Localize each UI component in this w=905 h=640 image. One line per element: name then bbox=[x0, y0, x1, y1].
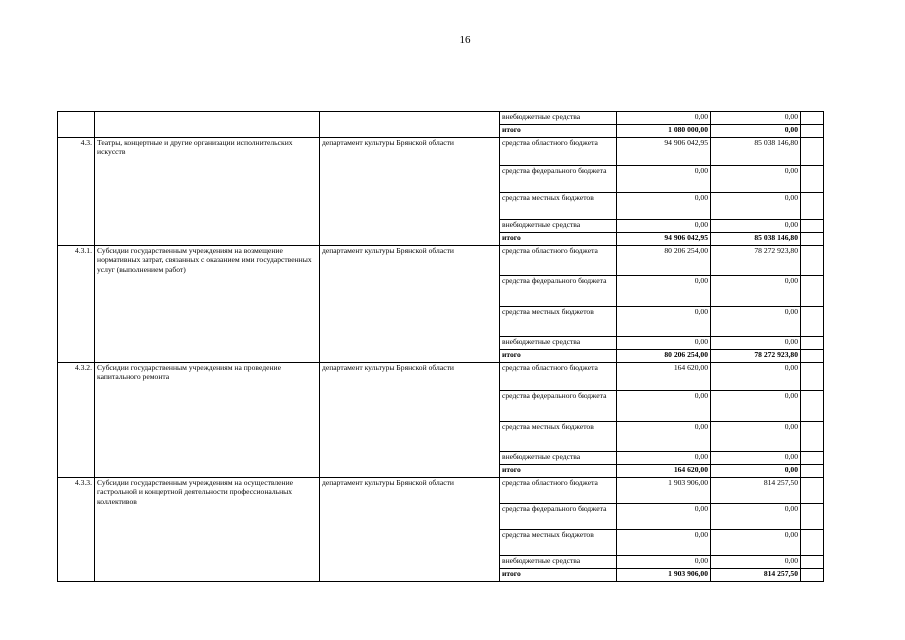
funding-source-cell: средства областного бюджета bbox=[500, 363, 617, 391]
executor-cell: департамент культуры Брянской области bbox=[320, 138, 500, 246]
amount-cell-1: 0,00 bbox=[617, 112, 711, 125]
amount-cell-1: 94 906 042,95 bbox=[617, 138, 711, 166]
amount-cell-2: 0,00 bbox=[711, 220, 801, 233]
funding-source-cell: средства федерального бюджета bbox=[500, 166, 617, 193]
executor-cell bbox=[320, 112, 500, 138]
funding-source-cell: средства местных бюджетов bbox=[500, 193, 617, 220]
funding-source-cell: средства областного бюджета bbox=[500, 478, 617, 504]
funding-source-cell: внебюджетные средства bbox=[500, 337, 617, 350]
funding-source-cell: средства местных бюджетов bbox=[500, 422, 617, 452]
funding-source-cell: итого bbox=[500, 350, 617, 363]
table-row bbox=[58, 478, 824, 504]
empty-cell bbox=[801, 465, 824, 478]
item-name-cell: Субсидии государственным учреждениям на возмещение нормативных затрат, связанных с оказанием ими государственных услуг (выполнением работ) bbox=[95, 246, 320, 363]
name-cell bbox=[95, 112, 320, 138]
empty-cell bbox=[801, 220, 824, 233]
amount-cell-1: 0,00 bbox=[617, 504, 711, 530]
item-name-cell: Субсидии государственным учреждениям на осуществление гастрольной и концертной деятельности профессиональных коллективов bbox=[95, 478, 320, 582]
funding-source-cell: средства местных бюджетов bbox=[500, 530, 617, 556]
empty-cell bbox=[801, 569, 824, 582]
amount-cell-1: 1 080 000,00 bbox=[617, 125, 711, 138]
amount-cell-1: 0,00 bbox=[617, 530, 711, 556]
empty-cell bbox=[801, 422, 824, 452]
funding-source-cell: средства местных бюджетов bbox=[500, 307, 617, 337]
item-code-cell: 4.3.2. bbox=[58, 363, 95, 478]
empty-cell bbox=[801, 452, 824, 465]
amount-cell-2: 85 038 146,80 bbox=[711, 138, 801, 166]
funding-source-cell: средства областного бюджета bbox=[500, 246, 617, 276]
amount-cell-2: 0,00 bbox=[711, 125, 801, 138]
amount-cell-1: 0,00 bbox=[617, 307, 711, 337]
empty-cell bbox=[801, 166, 824, 193]
amount-cell-1: 1 903 906,00 bbox=[617, 569, 711, 582]
amount-cell-1: 164 620,00 bbox=[617, 363, 711, 391]
empty-cell bbox=[801, 350, 824, 363]
amount-cell-1: 80 206 254,00 bbox=[617, 246, 711, 276]
funding-source-cell: средства федерального бюджета bbox=[500, 276, 617, 307]
empty-cell bbox=[801, 193, 824, 220]
amount-cell-1: 164 620,00 bbox=[617, 465, 711, 478]
amount-cell-2: 78 272 923,80 bbox=[711, 246, 801, 276]
empty-cell bbox=[801, 276, 824, 307]
amount-cell-2: 0,00 bbox=[711, 452, 801, 465]
funding-source-cell: средства федерального бюджета bbox=[500, 391, 617, 422]
funding-source-cell: итого bbox=[500, 125, 617, 138]
amount-cell-2: 0,00 bbox=[711, 465, 801, 478]
table-row bbox=[58, 112, 824, 125]
empty-cell bbox=[801, 233, 824, 246]
amount-cell-2: 0,00 bbox=[711, 530, 801, 556]
empty-cell bbox=[801, 478, 824, 504]
executor-cell: департамент культуры Брянской области bbox=[320, 478, 500, 582]
amount-cell-2: 814 257,50 bbox=[711, 478, 801, 504]
amount-cell-1: 0,00 bbox=[617, 452, 711, 465]
funding-source-cell: итого bbox=[500, 233, 617, 246]
amount-cell-1: 94 906 042,95 bbox=[617, 233, 711, 246]
amount-cell-2: 0,00 bbox=[711, 276, 801, 307]
page-number: 16 bbox=[459, 34, 471, 46]
item-name-cell: Театры, концертные и другие организации исполнительских искусств bbox=[95, 138, 320, 246]
amount-cell-1: 0,00 bbox=[617, 422, 711, 452]
table-row bbox=[58, 246, 824, 276]
amount-cell-2: 0,00 bbox=[711, 363, 801, 391]
amount-cell-1: 0,00 bbox=[617, 391, 711, 422]
amount-cell-2: 0,00 bbox=[711, 307, 801, 337]
amount-cell-2: 0,00 bbox=[711, 556, 801, 569]
funding-source-cell: внебюджетные средства bbox=[500, 556, 617, 569]
executor-cell: департамент культуры Брянской области bbox=[320, 363, 500, 478]
empty-cell bbox=[801, 504, 824, 530]
amount-cell-2: 0,00 bbox=[711, 422, 801, 452]
table-row bbox=[58, 138, 824, 166]
budget-table-body bbox=[58, 112, 824, 582]
item-code-cell: 4.3. bbox=[58, 138, 95, 246]
empty-cell bbox=[801, 138, 824, 166]
funding-source-cell: средства федерального бюджета bbox=[500, 504, 617, 530]
amount-cell-1: 0,00 bbox=[617, 220, 711, 233]
amount-cell-1: 1 903 906,00 bbox=[617, 478, 711, 504]
code-cell bbox=[58, 112, 95, 138]
amount-cell-1: 0,00 bbox=[617, 276, 711, 307]
amount-cell-1: 0,00 bbox=[617, 166, 711, 193]
amount-cell-1: 0,00 bbox=[617, 337, 711, 350]
amount-cell-1: 0,00 bbox=[617, 193, 711, 220]
executor-cell: департамент культуры Брянской области bbox=[320, 246, 500, 363]
empty-cell bbox=[801, 556, 824, 569]
item-code-cell: 4.3.3. bbox=[58, 478, 95, 582]
amount-cell-2: 0,00 bbox=[711, 504, 801, 530]
empty-cell bbox=[801, 363, 824, 391]
funding-source-cell: средства областного бюджета bbox=[500, 138, 617, 166]
amount-cell-2: 814 257,50 bbox=[711, 569, 801, 582]
budget-table bbox=[57, 111, 824, 582]
funding-source-cell: итого bbox=[500, 465, 617, 478]
amount-cell-2: 0,00 bbox=[711, 112, 801, 125]
funding-source-cell: внебюджетные средства bbox=[500, 452, 617, 465]
amount-cell-2: 85 038 146,80 bbox=[711, 233, 801, 246]
amount-cell-2: 0,00 bbox=[711, 166, 801, 193]
empty-cell bbox=[801, 246, 824, 276]
amount-cell-2: 0,00 bbox=[711, 391, 801, 422]
table-row bbox=[58, 363, 824, 391]
empty-cell bbox=[801, 391, 824, 422]
item-code-cell: 4.3.1. bbox=[58, 246, 95, 363]
empty-cell bbox=[801, 112, 824, 125]
funding-source-cell: внебюджетные средства bbox=[500, 112, 617, 125]
item-name-cell: Субсидии государственным учреждениям на проведение капитального ремонта bbox=[95, 363, 320, 478]
empty-cell bbox=[801, 125, 824, 138]
amount-cell-1: 0,00 bbox=[617, 556, 711, 569]
amount-cell-2: 0,00 bbox=[711, 193, 801, 220]
amount-cell-2: 0,00 bbox=[711, 337, 801, 350]
funding-source-cell: итого bbox=[500, 569, 617, 582]
amount-cell-1: 80 206 254,00 bbox=[617, 350, 711, 363]
empty-cell bbox=[801, 530, 824, 556]
empty-cell bbox=[801, 337, 824, 350]
empty-cell bbox=[801, 307, 824, 337]
amount-cell-2: 78 272 923,80 bbox=[711, 350, 801, 363]
funding-source-cell: внебюджетные средства bbox=[500, 220, 617, 233]
